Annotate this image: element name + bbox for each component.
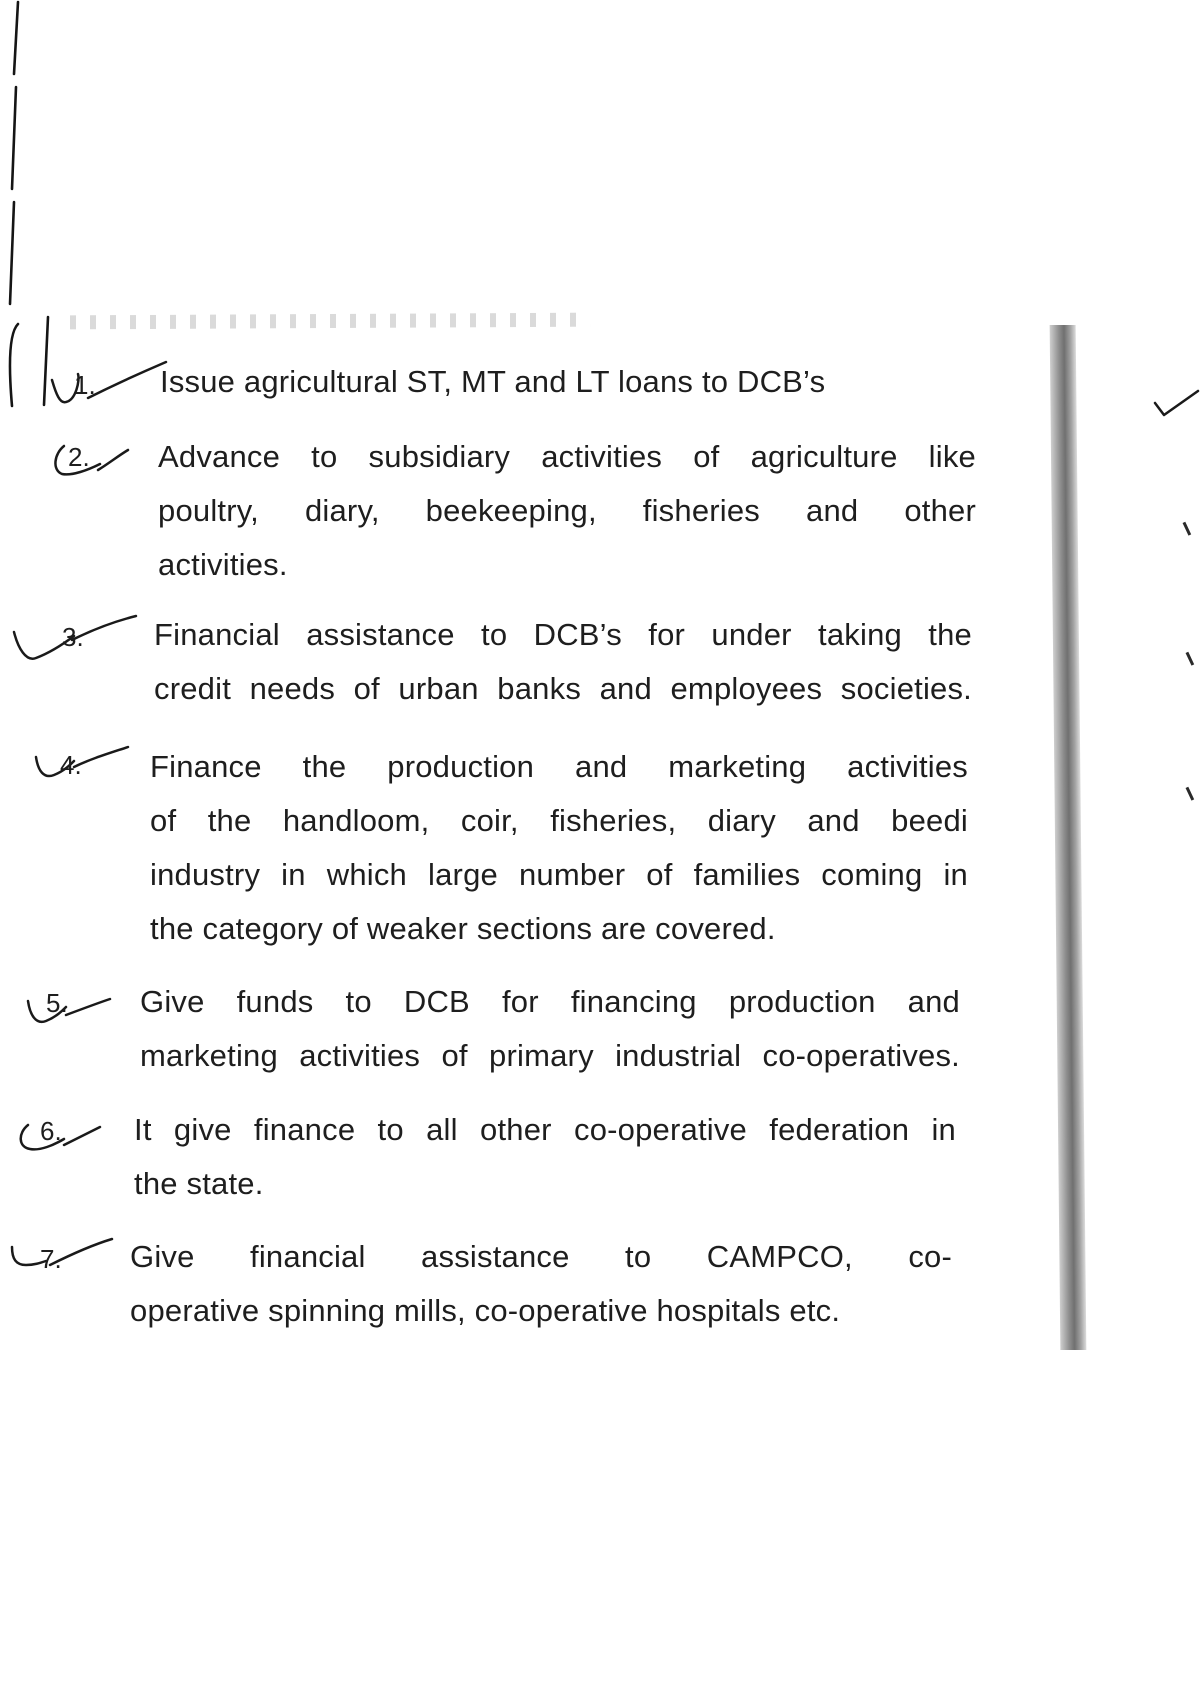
item-number: 3. [62, 622, 84, 652]
item-text-line: industry in which large number of families coming in [150, 857, 968, 892]
item-text-line: activities. [158, 547, 288, 582]
item-text-line: poultry, diary, beekeeping, fisheries and other [158, 493, 976, 528]
item-number: 1. [74, 370, 96, 400]
item-number: 2. [68, 442, 90, 472]
item-text-line: Finance the production and marketing activities [150, 749, 968, 784]
pen-mark-icon [0, 200, 30, 310]
item-text-line: Give financial assistance to CAMPCO, co- [130, 1239, 952, 1274]
item-text-line: Advance to subsidiary activities of agriculture like [158, 439, 976, 474]
item-number: 5. [46, 988, 68, 1018]
pen-mark-icon [0, 0, 30, 80]
item-number: 4. [60, 750, 82, 780]
item-text-line: of the handloom, coir, fisheries, diary and beedi [150, 803, 968, 838]
item-number: 7. [40, 1244, 62, 1274]
item-text-line: credit needs of urban banks and employees societies. [154, 671, 972, 706]
pen-mark-icon [0, 320, 30, 410]
item-text-line: the state. [134, 1166, 264, 1201]
item-text-line: Give funds to DCB for financing production and [140, 984, 960, 1019]
pen-mark-icon [0, 85, 30, 195]
item-number: 6. [40, 1116, 62, 1146]
item-text-line: It give finance to all other co-operative federation in [134, 1112, 956, 1147]
item-text-line: the category of weaker sections are covered. [150, 911, 776, 946]
item-text-line: marketing activities of primary industrial co-operatives. [140, 1038, 960, 1073]
item-text-line: Issue agricultural ST, MT and LT loans to DCB’s [160, 364, 826, 399]
item-text-line: Financial assistance to DCB’s for under taking the [154, 617, 972, 652]
item-text-line: operative spinning mills, co-operative hospitals etc. [130, 1293, 841, 1328]
check-mark-icon [48, 360, 168, 420]
check-mark-icon [48, 440, 138, 490]
